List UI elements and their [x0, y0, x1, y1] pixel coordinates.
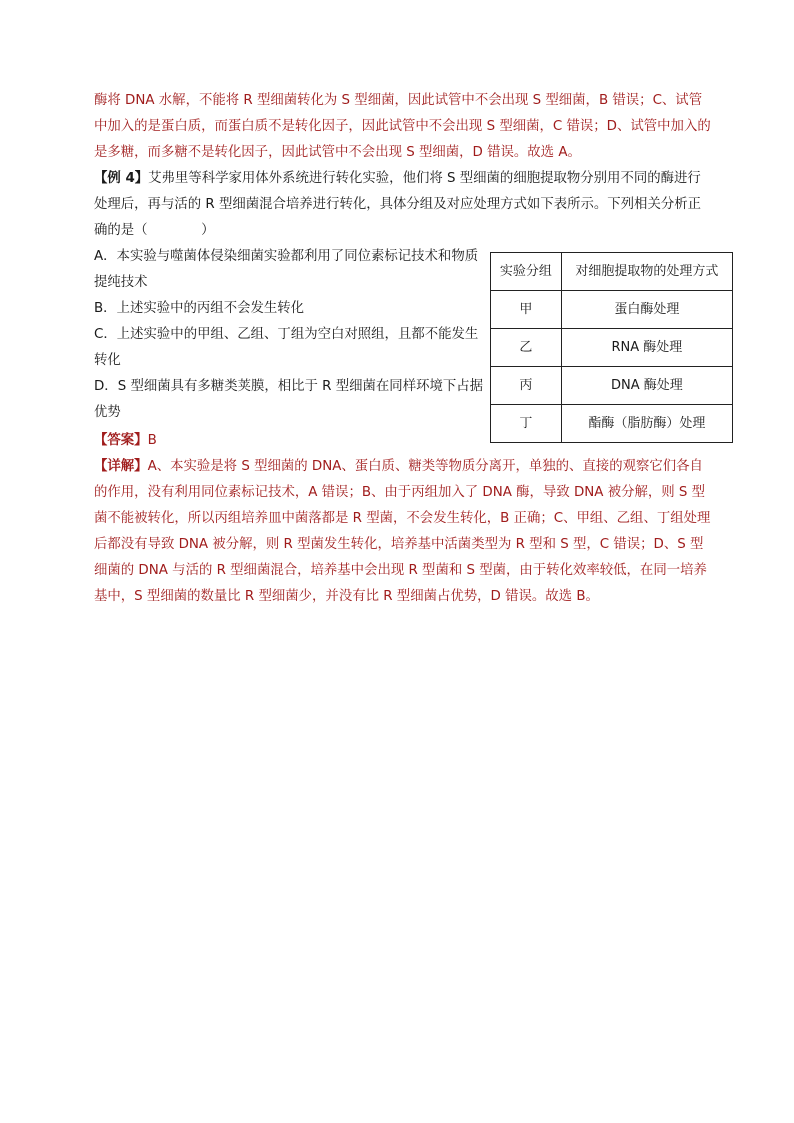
table-cell-treatment: 酯酶（脂肪酶）处理: [561, 405, 732, 443]
table-cell-group: 甲: [491, 291, 562, 329]
detail-text: A、本实验是将 S 型细菌的 DNA、蛋白质、糖类等物质分离开，单独的、直接的观察它们各自的作用，没有利用同位素标记技术，A 错误；B、由于丙组加入了 DNA 酶，导致 DNA 被分解，则 S 型菌不能被转化，所以丙组培养皿中菌落都是 R 型菌，不会发生转化，B 正确；C、甲组、乙组、丁组处理后都没有导致 DNA 被分解，则 R 型菌发生转化，培养基中活菌类型为 R 型和 S 型，C 错误；D、S 型细菌的 DNA 与活的 R 型细菌混合，培养基中会出现 R 型菌和 S 型菌，由于转化效率较低，在同一培养基中，S 型细菌的数量比 R 型细菌少，并没有比 R 型细菌占优势，D 错误。故选 B。: [94, 459, 711, 604]
table-cell-treatment: 蛋白酶处理: [561, 291, 732, 329]
example-question: [94, 166, 714, 244]
detail-explanation: [94, 454, 714, 610]
table-cell-group: 丙: [491, 367, 562, 405]
example-stem: 艾弗里等科学家用体外系统进行转化实验，他们将 S 型细菌的细胞提取物分别用不同的酶进行处理后，再与活的 R 型细菌混合培养进行转化，具体分组及对应处理方式如下表所示。下列相关分析正确的是（ ）: [94, 171, 702, 238]
table-cell-group: 丁: [491, 405, 562, 443]
table-row: [491, 329, 733, 367]
table-cell-group: 乙: [491, 329, 562, 367]
example-tag: 【例 4】: [94, 171, 149, 186]
option-d: D．S 型细菌具有多糖类荚膜，相比于 R 型细菌在同样环境下占据优势: [94, 379, 484, 420]
table-header-row: [491, 253, 733, 291]
option-a: A．本实验与噬菌体侵染细菌实验都利用了同位素标记技术和物质提纯技术: [94, 249, 479, 290]
document-page: [94, 88, 719, 610]
table-header-cell: 对细胞提取物的处理方式: [561, 253, 732, 291]
table-cell-treatment: RNA 酶处理: [561, 329, 732, 367]
table-row: [491, 291, 733, 329]
previous-explanation: 酶将 DNA 水解，不能将 R 型细菌转化为 S 型细菌，因此试管中不会出现 S 型细菌，B 错误；C、试管中加入的是蛋白质，而蛋白质不是转化因子，因此试管中不会出现 S 型细菌，C 错误；D、试管中加入的是多糖，而多糖不是转化因子，因此试管中不会出现 S 型细菌，D 错误。故选 A。: [94, 93, 711, 160]
table-cell-treatment: DNA 酶处理: [561, 367, 732, 405]
answer-label: 【答案】: [94, 433, 148, 448]
table-row: [491, 405, 733, 443]
question-block: [94, 244, 719, 431]
option-c: C．上述实验中的甲组、乙组、丁组为空白对照组，且都不能发生转化: [94, 327, 479, 368]
option-b: B．上述实验中的丙组不会发生转化: [94, 301, 305, 316]
table-header-cell: 实验分组: [491, 253, 562, 291]
table-row: [491, 367, 733, 405]
options-list: [94, 244, 486, 426]
answer-value: B: [147, 433, 157, 448]
treatment-table: [490, 252, 733, 443]
detail-label: 【详解】: [94, 459, 148, 474]
